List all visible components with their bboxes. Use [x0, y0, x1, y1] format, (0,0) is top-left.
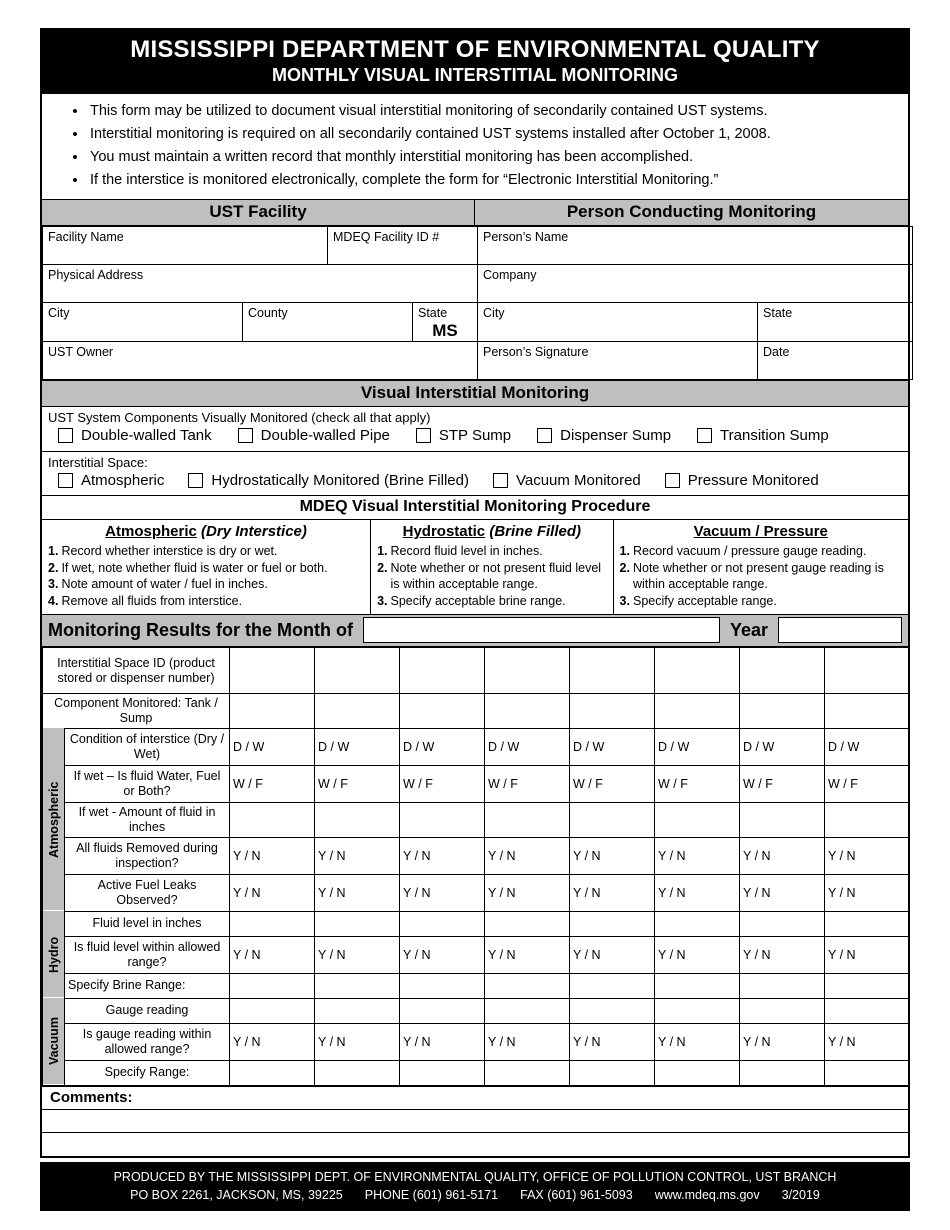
label-state: State [418, 305, 448, 320]
cell-leaks-7[interactable]: Y / N [740, 874, 825, 911]
procedure-atmospheric-title-main: Atmospheric [105, 523, 197, 541]
label-company: Company [483, 267, 537, 282]
interstitial-space-checkbox-row [42, 471, 908, 495]
instruction-text: Interstitial monitoring is required on all secondarily contained UST systems installed after October 1, 2008. [90, 125, 771, 142]
row-label-amount-of-fluid: If wet - Amount of fluid in inches [65, 802, 230, 837]
table-row-fluid-type [43, 765, 910, 802]
cell-fluid-type-6[interactable]: W / F [655, 765, 740, 802]
checkbox-label: Pressure Monitored [687, 472, 819, 490]
table-row-gauge-in-range [43, 1023, 910, 1060]
table-row-interstitial-id [43, 648, 910, 694]
cell-gauge-range-5[interactable]: Y / N [570, 1023, 655, 1060]
procedure-step [620, 560, 902, 593]
cell-fluid-range-5[interactable]: Y / N [570, 936, 655, 973]
procedure-atmospheric-title [48, 523, 364, 540]
row-label-active-fuel-leaks: Active Fuel Leaks Observed? [65, 874, 230, 911]
cell-interstitial-id-5[interactable] [570, 648, 655, 694]
cell-fluid-type-4[interactable]: W / F [485, 765, 570, 802]
bullet-icon: • [72, 172, 78, 190]
row-label-component-monitored: Component Monitored: Tank / Sump [43, 694, 230, 729]
instruction-text: This form may be utilized to document visual interstitial monitoring of secondarily contained UST systems. [90, 102, 768, 119]
cell-gauge-5[interactable] [570, 998, 655, 1023]
cell-amount-6[interactable] [655, 802, 740, 837]
cell-interstitial-id-7[interactable] [740, 648, 825, 694]
components-section [42, 407, 908, 452]
procedure-vacuum-pressure [614, 520, 908, 614]
footer-produced-by: PRODUCED BY THE MISSISSIPPI DEPT. OF ENVIRONMENTAL QUALITY, OFFICE OF POLLUTION CONTROL, UST BRANCH [113, 1169, 837, 1184]
procedure-step [377, 560, 606, 593]
cell-specify-range-3[interactable] [400, 1060, 485, 1085]
procedure-step [620, 593, 902, 610]
comments-section [42, 1086, 908, 1156]
cell-fluid-level-1[interactable] [230, 911, 315, 936]
table-row-active-fuel-leaks [43, 874, 910, 911]
cell-gauge-6[interactable] [655, 998, 740, 1023]
cell-specify-range-7[interactable] [740, 1060, 825, 1085]
cell-gauge-range-3[interactable]: Y / N [400, 1023, 485, 1060]
field-date[interactable] [758, 342, 913, 380]
group-label-atmospheric: Atmospheric [43, 728, 65, 911]
year-label: Year [729, 619, 768, 640]
cell-condition-2[interactable]: D / W [315, 728, 400, 765]
cell-leaks-5[interactable]: Y / N [570, 874, 655, 911]
table-row-fluids-removed [43, 837, 910, 874]
field-city[interactable] [43, 302, 243, 341]
step-number: 3. [619, 593, 630, 608]
checkbox-label: Transition Sump [720, 427, 829, 445]
document-header [42, 30, 908, 94]
table-row [43, 264, 913, 302]
step-text: Specify acceptable range. [632, 593, 777, 608]
cell-fluid-level-2[interactable] [315, 911, 400, 936]
checkbox-double-walled-pipe[interactable] [238, 427, 390, 444]
step-number: 1. [619, 544, 630, 559]
cell-brine-range-8[interactable] [825, 973, 910, 998]
table-row-condition-of-interstice [43, 728, 910, 765]
procedure-atmospheric-title-italic: (Dry Interstice) [201, 523, 307, 541]
cell-gauge-range-7[interactable]: Y / N [740, 1023, 825, 1060]
cell-fluid-range-6[interactable]: Y / N [655, 936, 740, 973]
bullet-icon: • [72, 102, 78, 120]
cell-fluid-type-3[interactable]: W / F [400, 765, 485, 802]
cell-fluid-level-8[interactable] [825, 911, 910, 936]
row-label-specify-range: Specify Range: [65, 1060, 230, 1085]
row-label-condition-of-interstice: Condition of interstice (Dry / Wet) [65, 728, 230, 765]
section-title-procedure: MDEQ Visual Interstitial Monitoring Procedure [42, 496, 908, 520]
cell-fluid-type-2[interactable]: W / F [315, 765, 400, 802]
procedure-hydrostatic-title-italic: (Brine Filled) [489, 523, 581, 541]
field-ust-owner[interactable] [43, 342, 478, 380]
row-label-gauge-reading: Gauge reading [65, 998, 230, 1023]
section-title-ust-facility: UST Facility [42, 200, 475, 225]
cell-fluids-removed-7[interactable]: Y / N [740, 837, 825, 874]
procedure-vacuum-title-main: Vacuum / Pressure [693, 523, 828, 541]
checkbox-icon[interactable] [238, 428, 253, 443]
table-row-fluid-level [43, 911, 910, 936]
procedure-hydrostatic-title [377, 523, 606, 540]
cell-fluids-removed-2[interactable]: Y / N [315, 837, 400, 874]
cell-gauge-range-4[interactable]: Y / N [485, 1023, 570, 1060]
monitoring-results-table [42, 647, 910, 1086]
field-company[interactable] [478, 264, 913, 302]
cell-component-6[interactable] [655, 694, 740, 729]
page-title: MISSISSIPPI DEPARTMENT OF ENVIRONMENTAL QUALITY [130, 36, 820, 63]
checkbox-icon[interactable] [537, 428, 552, 443]
step-number: 4. [48, 593, 59, 608]
cell-gauge-8[interactable] [825, 998, 910, 1023]
year-input[interactable] [778, 617, 902, 643]
list-item [60, 123, 900, 146]
cell-fluid-level-7[interactable] [740, 911, 825, 936]
field-persons-name[interactable] [478, 226, 913, 264]
step-text: Specify acceptable brine range. [390, 593, 566, 608]
list-item [60, 100, 900, 123]
table-row-brine-range [43, 973, 910, 998]
interstitial-space-title: Interstitial Space: [48, 455, 148, 471]
cell-brine-range-4[interactable] [485, 973, 570, 998]
row-label-fluid-level: Fluid level in inches [65, 911, 230, 936]
checkbox-label: STP Sump [438, 427, 512, 445]
label-physical-address: Physical Address [48, 267, 144, 282]
step-text: Record whether interstice is dry or wet. [61, 544, 278, 559]
label-persons-name: Person’s Name [483, 229, 569, 244]
cell-fluid-range-2[interactable]: Y / N [315, 936, 400, 973]
cell-condition-3[interactable]: D / W [400, 728, 485, 765]
cell-fluids-removed-8[interactable]: Y / N [825, 837, 910, 874]
cell-amount-4[interactable] [485, 802, 570, 837]
footer-phone: PHONE (601) 961-5171 [364, 1187, 499, 1202]
label-persons-signature: Person’s Signature [483, 345, 589, 360]
monitoring-results-band [42, 615, 908, 647]
cell-specify-range-2[interactable] [315, 1060, 400, 1085]
bullet-icon: • [72, 125, 78, 143]
procedure-columns [42, 520, 908, 615]
step-text: Record vacuum / pressure gauge reading. [632, 544, 867, 559]
step-text: Note whether or not present gauge reading is within acceptable range. [632, 560, 884, 592]
checkbox-icon[interactable] [416, 428, 431, 443]
checkbox-icon[interactable] [493, 473, 508, 488]
cell-fluids-removed-4[interactable]: Y / N [485, 837, 570, 874]
row-label-interstitial-space-id: Interstitial Space ID (product stored or dispenser number) [43, 648, 230, 694]
checkbox-label: Hydrostatically Monitored (Brine Filled) [211, 472, 469, 490]
cell-amount-5[interactable] [570, 802, 655, 837]
cell-leaks-3[interactable]: Y / N [400, 874, 485, 911]
cell-gauge-range-2[interactable]: Y / N [315, 1023, 400, 1060]
cell-fluids-removed-3[interactable]: Y / N [400, 837, 485, 874]
procedure-step [48, 560, 364, 577]
step-number: 2. [48, 560, 59, 575]
checkbox-icon[interactable] [697, 428, 712, 443]
cell-specify-range-1[interactable] [230, 1060, 315, 1085]
checkbox-icon[interactable] [665, 473, 680, 488]
field-physical-address[interactable] [43, 264, 478, 302]
cell-gauge-3[interactable] [400, 998, 485, 1023]
cell-specify-range-5[interactable] [570, 1060, 655, 1085]
table-row-component-monitored [43, 694, 910, 729]
checkbox-icon[interactable] [188, 473, 203, 488]
cell-brine-range-1[interactable] [230, 973, 315, 998]
cell-fluid-type-8[interactable]: W / F [825, 765, 910, 802]
label-mdeq-facility-id: MDEQ Facility ID # [333, 229, 440, 244]
cell-gauge-7[interactable] [740, 998, 825, 1023]
cell-gauge-range-6[interactable]: Y / N [655, 1023, 740, 1060]
cell-component-2[interactable] [315, 694, 400, 729]
field-city-person[interactable] [478, 302, 758, 341]
table-row [43, 342, 913, 380]
table-row-gauge-reading [43, 998, 910, 1023]
cell-fluid-level-5[interactable] [570, 911, 655, 936]
row-label-gauge-in-range: Is gauge reading within allowed range? [65, 1023, 230, 1060]
checkbox-stp-sump[interactable] [416, 427, 511, 444]
components-title: UST System Components Visually Monitored (check all that apply) [48, 410, 431, 426]
row-label-fluid-type: If wet – Is fluid Water, Fuel or Both? [65, 765, 230, 802]
group-label-vacuum: Vacuum [43, 998, 65, 1085]
step-number: 2. [619, 560, 630, 575]
value-state: MS [432, 321, 458, 341]
checkbox-hydrostatically-monitored[interactable] [188, 472, 469, 489]
cell-gauge-2[interactable] [315, 998, 400, 1023]
cell-interstitial-id-2[interactable] [315, 648, 400, 694]
cell-interstitial-id-4[interactable] [485, 648, 570, 694]
step-number: 2. [377, 560, 388, 575]
cell-fluid-type-7[interactable]: W / F [740, 765, 825, 802]
cell-specify-range-6[interactable] [655, 1060, 740, 1085]
step-number: 1. [377, 544, 388, 559]
cell-fluid-range-4[interactable]: Y / N [485, 936, 570, 973]
table-row-amount-of-fluid [43, 802, 910, 837]
cell-amount-3[interactable] [400, 802, 485, 837]
cell-leaks-1[interactable]: Y / N [230, 874, 315, 911]
month-input[interactable] [363, 617, 720, 643]
procedure-step [48, 593, 364, 610]
cell-fluid-range-7[interactable]: Y / N [740, 936, 825, 973]
step-number: 3. [377, 593, 388, 608]
instructions-list [42, 94, 908, 200]
checkbox-label: Atmospheric [81, 472, 165, 490]
document-footer [40, 1162, 910, 1211]
row-label-fluids-removed: All fluids Removed during inspection? [65, 837, 230, 874]
cell-amount-8[interactable] [825, 802, 910, 837]
checkbox-label: Vacuum Monitored [515, 472, 641, 490]
bullet-icon: • [72, 149, 78, 167]
cell-fluid-type-5[interactable]: W / F [570, 765, 655, 802]
cell-fluid-range-1[interactable]: Y / N [230, 936, 315, 973]
cell-interstitial-id-1[interactable] [230, 648, 315, 694]
cell-leaks-4[interactable]: Y / N [485, 874, 570, 911]
cell-brine-range-2[interactable] [315, 973, 400, 998]
cell-component-3[interactable] [400, 694, 485, 729]
cell-brine-range-3[interactable] [400, 973, 485, 998]
checkbox-dispenser-sump[interactable] [537, 427, 671, 444]
field-facility-name[interactable] [43, 226, 328, 264]
footer-contact-line [48, 1186, 902, 1204]
cell-fluid-range-8[interactable]: Y / N [825, 936, 910, 973]
procedure-atmospheric [42, 520, 371, 614]
cell-brine-range-6[interactable] [655, 973, 740, 998]
cell-gauge-4[interactable] [485, 998, 570, 1023]
cell-leaks-2[interactable]: Y / N [315, 874, 400, 911]
row-label-fluid-level-in-range: Is fluid level within allowed range? [65, 936, 230, 973]
row-label-specify-brine-range: Specify Brine Range: [65, 973, 230, 998]
section-title-person-conducting: Person Conducting Monitoring [566, 201, 817, 221]
checkbox-vacuum-monitored[interactable] [493, 472, 641, 489]
cell-specify-range-4[interactable] [485, 1060, 570, 1085]
label-state-person: State [763, 305, 793, 320]
cell-brine-range-5[interactable] [570, 973, 655, 998]
interstitial-space-section [42, 452, 908, 496]
procedure-step [377, 543, 606, 560]
facility-table [42, 226, 913, 380]
instruction-text: You must maintain a written record that monthly interstitial monitoring has been accomplished. [90, 149, 694, 166]
page-subtitle: MONTHLY VISUAL INTERSTITIAL MONITORING [271, 64, 679, 85]
checkbox-pressure-monitored[interactable] [665, 472, 819, 489]
cell-condition-5[interactable]: D / W [570, 728, 655, 765]
step-number: 1. [48, 544, 59, 559]
procedure-hydrostatic [371, 520, 613, 614]
cell-condition-7[interactable]: D / W [740, 728, 825, 765]
label-date: Date [763, 345, 790, 360]
field-state[interactable] [413, 302, 478, 341]
label-city-person: City [483, 305, 505, 320]
instruction-text: If the interstice is monitored electronically, complete the form for “Electronic Interstitial Monitoring.” [90, 172, 719, 189]
comments-line-2[interactable] [42, 1133, 908, 1156]
table-row-fluid-level-in-range [43, 936, 910, 973]
table-row [43, 226, 913, 264]
footer-address: PO BOX 2261, JACKSON, MS, 39225 [130, 1187, 343, 1202]
table-row-specify-range [43, 1060, 910, 1085]
cell-fluid-level-3[interactable] [400, 911, 485, 936]
cell-interstitial-id-6[interactable] [655, 648, 740, 694]
cell-amount-1[interactable] [230, 802, 315, 837]
section-title-visual-monitoring: Visual Interstitial Monitoring [42, 380, 908, 407]
checkbox-double-walled-tank[interactable] [58, 427, 212, 444]
cell-leaks-8[interactable]: Y / N [825, 874, 910, 911]
step-number: 3. [48, 577, 59, 592]
cell-component-4[interactable] [485, 694, 570, 729]
procedure-step [48, 543, 364, 560]
cell-fluids-removed-5[interactable]: Y / N [570, 837, 655, 874]
field-county[interactable] [243, 302, 413, 341]
cell-gauge-range-1[interactable]: Y / N [230, 1023, 315, 1060]
checkbox-icon[interactable] [58, 428, 73, 443]
procedure-hydrostatic-title-main: Hydrostatic [402, 523, 486, 541]
cell-fluid-type-1[interactable]: W / F [230, 765, 315, 802]
cell-gauge-1[interactable] [230, 998, 315, 1023]
cell-component-1[interactable] [230, 694, 315, 729]
label-facility-name: Facility Name [48, 229, 124, 244]
cell-fluid-range-3[interactable]: Y / N [400, 936, 485, 973]
cell-component-8[interactable] [825, 694, 910, 729]
checkbox-transition-sump[interactable] [697, 427, 829, 444]
checkbox-label: Double-walled Tank [81, 427, 212, 445]
footer-fax: FAX (601) 961-5093 [520, 1187, 633, 1202]
cell-fluids-removed-1[interactable]: Y / N [230, 837, 315, 874]
procedure-step [377, 593, 606, 610]
list-item [60, 169, 900, 192]
checkbox-label: Dispenser Sump [560, 427, 672, 445]
cell-component-5[interactable] [570, 694, 655, 729]
cell-interstitial-id-3[interactable] [400, 648, 485, 694]
label-ust-owner: UST Owner [48, 345, 114, 360]
cell-interstitial-id-8[interactable] [825, 648, 910, 694]
procedure-vacuum-title [620, 523, 902, 540]
cell-condition-1[interactable]: D / W [230, 728, 315, 765]
cell-leaks-6[interactable]: Y / N [655, 874, 740, 911]
cell-gauge-range-8[interactable]: Y / N [825, 1023, 910, 1060]
checkbox-label: Double-walled Pipe [260, 427, 390, 445]
cell-fluid-level-6[interactable] [655, 911, 740, 936]
cell-brine-range-7[interactable] [740, 973, 825, 998]
cell-amount-7[interactable] [740, 802, 825, 837]
group-label-hydro: Hydro [43, 911, 65, 998]
step-text: Remove all fluids from interstice. [61, 593, 243, 608]
cell-condition-6[interactable]: D / W [655, 728, 740, 765]
comments-label: Comments: [42, 1087, 908, 1110]
cell-condition-8[interactable]: D / W [825, 728, 910, 765]
step-text: Note amount of water / fuel in inches. [61, 577, 268, 592]
footer-website[interactable]: www.mdeq.ms.gov [654, 1187, 760, 1202]
section-header-facility [42, 200, 908, 226]
footer-revision: 3/2019 [781, 1187, 820, 1202]
procedure-step [48, 576, 364, 593]
field-state-person[interactable] [758, 302, 913, 341]
checkbox-icon[interactable] [58, 473, 73, 488]
form-container [40, 28, 910, 1158]
procedure-step [620, 543, 902, 560]
components-checkbox-row [42, 426, 908, 451]
comments-line-1[interactable] [42, 1110, 908, 1133]
table-row [43, 302, 913, 341]
field-mdeq-facility-id[interactable] [328, 226, 478, 264]
step-text: If wet, note whether fluid is water or fuel or both. [61, 560, 328, 575]
list-item [60, 146, 900, 169]
label-city: City [48, 305, 70, 320]
monitoring-results-label: Monitoring Results for the Month of [48, 619, 353, 640]
cell-fluids-removed-6[interactable]: Y / N [655, 837, 740, 874]
cell-component-7[interactable] [740, 694, 825, 729]
cell-amount-2[interactable] [315, 802, 400, 837]
checkbox-atmospheric[interactable] [58, 472, 164, 489]
cell-fluid-level-4[interactable] [485, 911, 570, 936]
step-text: Record fluid level in inches. [390, 544, 543, 559]
step-text: Note whether or not present fluid level is within acceptable range. [390, 560, 602, 592]
label-county: County [248, 305, 288, 320]
cell-specify-range-8[interactable] [825, 1060, 910, 1085]
field-persons-signature[interactable] [478, 342, 758, 380]
cell-condition-4[interactable]: D / W [485, 728, 570, 765]
